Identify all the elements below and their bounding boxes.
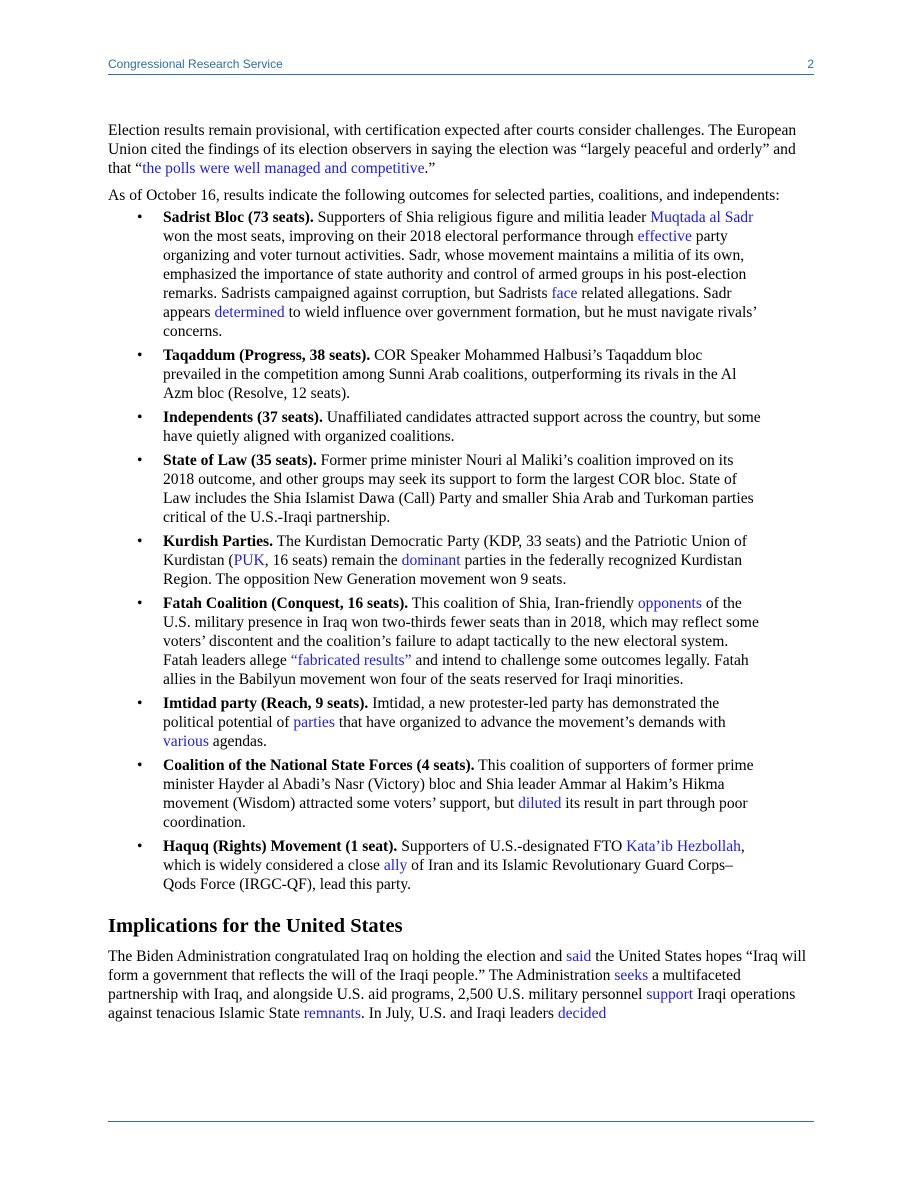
text-span: COR Speaker Mohammed Halbusi’s Taqaddum bloc prevailed in the competition among Sunni Arab coalitions, outperforming its rivals in the Al Azm bloc (Resolve, 12 seats). [163,347,737,402]
link-kataib-hezbollah[interactable]: Kata’ib Hezbollah [626,838,741,855]
header-title: Congressional Research Service [108,57,283,71]
item-heading: Sadrist Bloc (73 seats). [163,209,314,226]
link-remnants[interactable]: remnants [303,1005,361,1022]
document-body [108,121,814,1023]
link-fabricated-results[interactable]: “fabricated results” [290,652,412,669]
bullet-icon: • [137,533,143,550]
bullet-icon: • [137,452,143,469]
item-heading: Independents (37 seats). [163,409,323,426]
text-span: Former prime minister Nouri al Maliki’s coalition improved on its 2018 outcome, and other groups may seek its support to form the largest COR bloc. State of Law includes the Shia Islamist Dawa (Call) Party and smaller Shia Arab and Turkoman parties critical of the U.S.-Iraqi partnership. [163,452,754,526]
text-span: Imtidad, a new protester-led party has demonstrated the political potential of [163,695,720,731]
link-effective[interactable]: effective [637,228,692,245]
list-item-taqaddum [108,346,814,403]
list-item-imtidad-party [108,694,814,751]
list-item-national-state-forces [108,756,814,832]
text-span: its result in part through poor coordination. [163,795,748,831]
list-item-state-of-law [108,451,814,527]
link-ally[interactable]: ally [383,857,408,874]
list-item-independents [108,408,814,446]
item-heading: State of Law (35 seats). [163,452,317,469]
section-heading: Implications for the United States [108,915,403,937]
link-puk[interactable]: PUK [233,552,265,569]
bullet-icon: • [137,409,143,426]
bullet-icon: • [137,347,143,364]
text-span: to wield influence over government formation, but he must navigate rivals’ concerns. [163,304,757,340]
text-span: , 16 seats) remain the [264,552,402,569]
list-item-sadrist-bloc [108,208,814,341]
text-span: The Kurdistan Democratic Party (KDP, 33 seats) and the Patriotic Union of Kurdistan ( [163,533,747,569]
bullet-icon: • [137,595,143,612]
text-span: .” [424,160,436,177]
text-span: Election results remain provisional, with certification expected after courts consider challenges. The European Union cited the findings of its election observers in saying the election was “largely peaceful and orderly” and that “ [108,122,797,177]
text-span: This coalition of supporters of former prime minister Hayder al Abadi’s Nasr (Victory) bloc and Shia leader Ammar al Hakim’s Hikma movement (Wisdom) attracted some voters’ support, but [163,757,754,812]
link-diluted[interactable]: diluted [518,795,562,812]
text-span: agendas. [208,733,267,750]
link-polls-well-managed[interactable]: the polls were well managed and competitive [142,160,425,177]
results-list [108,208,814,894]
bullet-icon: • [137,757,143,774]
text-span: Unaffiliated candidates attracted support across the country, but some have quietly aligned with organized coalitions. [163,409,761,445]
text-span: won the most seats, improving on their 2018 electoral performance through [163,228,638,245]
text-span: and intend to challenge some outcomes legally. Fatah allies in the Babilyun movement won four of the seats reserved for Iraqi minorities. [163,652,749,688]
paragraph-results-intro: As of October 16, results indicate the following outcomes for selected parties, coalitions, and independents: [108,187,780,204]
link-face[interactable]: face [551,285,578,302]
text-span: parties in the federally recognized Kurdistan Region. The opposition New Generation movement won 9 seats. [163,552,742,588]
item-heading: Fatah Coalition (Conquest, 16 seats). [163,595,409,612]
item-heading: Haquq (Rights) Movement (1 seat). [163,838,398,855]
text-span: , which is widely considered a close [163,838,745,874]
link-support[interactable]: support [646,986,694,1003]
text-span: This coalition of Shia, Iran-friendly [408,595,638,612]
link-determined[interactable]: determined [214,304,285,321]
bullet-icon: • [137,695,143,712]
paragraph-certification [108,121,814,178]
link-seeks[interactable]: seeks [614,967,649,984]
link-opponents[interactable]: opponents [637,595,702,612]
link-dominant[interactable]: dominant [401,552,461,569]
paragraph-us-implications [108,947,814,1023]
link-various[interactable]: various [163,733,209,750]
bullet-icon: • [137,209,143,226]
text-span: related allegations. Sadr appears [163,285,732,321]
item-heading: Imtidad party (Reach, 9 seats). [163,695,369,712]
text-span: of the U.S. military presence in Iraq won two-thirds fewer seats than in 2018, which may reflect some voters’ discontent and the coalition’s failure to adapt tactically to the new electoral system. Fatah leaders allege [163,595,759,669]
text-span: . In July, U.S. and Iraqi leaders [360,1005,558,1022]
link-decided[interactable]: decided [557,1005,607,1022]
text-span: the United States hopes “Iraq will form a government that reflects the will of the Iraqi people.” The Administration [108,948,807,984]
item-heading: Coalition of the National State Forces (4 seats). [163,757,475,774]
page-header [108,56,814,75]
item-heading: Taqaddum (Progress, 38 seats). [163,347,371,364]
text-span: Iraqi operations against tenacious Islamic State [108,986,796,1022]
text-span: The Biden Administration congratulated Iraq on holding the election and [108,948,567,965]
link-said[interactable]: said [566,948,592,965]
link-muqtada-al-sadr[interactable]: Muqtada al Sadr [650,209,754,226]
page-number: 2 [807,57,814,71]
list-item-haquq-movement [108,837,814,894]
text-span: that have organized to advance the movement’s demands with [334,714,726,731]
list-item-kurdish-parties [108,532,814,589]
text-span: a multifaceted partnership with Iraq, and alongside U.S. aid programs, 2,500 U.S. military personnel [108,967,741,1003]
item-heading: Kurdish Parties. [163,533,274,550]
footer-rule [108,1121,814,1122]
list-item-fatah-coalition [108,594,814,689]
text-span: Supporters of Shia religious figure and militia leader [313,209,651,226]
text-span: of Iran and its Islamic Revolutionary Guard Corps–Qods Force (IRGC-QF), lead this party. [163,857,733,893]
bullet-icon: • [137,838,143,855]
text-span: party organizing and voter turnout activities. Sadr, whose movement maintains a militia of its own, emphasized the importance of state authority and control of armed groups in his post-election remarks. Sadrists campaigned against corruption, but Sadrists [163,228,747,302]
text-span: Supporters of U.S.-designated FTO [397,838,627,855]
link-parties[interactable]: parties [293,714,335,731]
